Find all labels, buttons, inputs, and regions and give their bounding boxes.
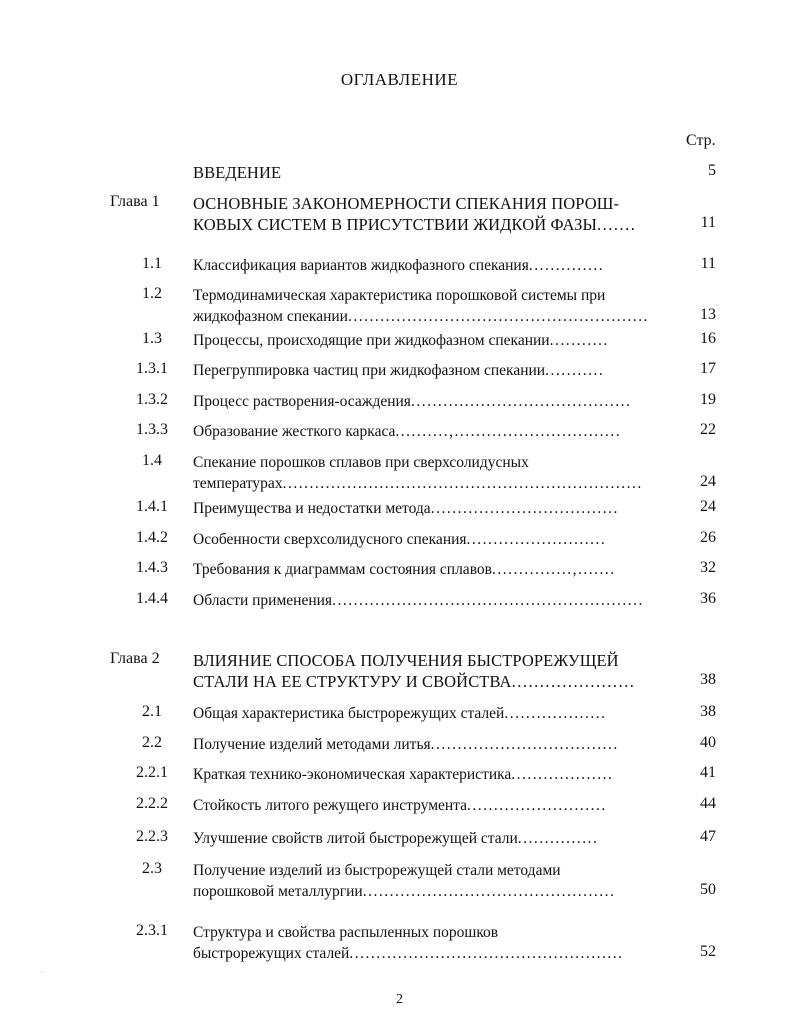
toc-entry-title	[193, 330, 673, 351]
toc-entry-page: 52	[700, 943, 716, 960]
page-title: ОГЛАВЛЕНИЕ	[340, 70, 459, 89]
toc-entry-title	[193, 529, 673, 550]
toc-entry-number: 1.1	[142, 255, 162, 272]
margin-mark: ·	[40, 968, 43, 977]
toc-entry-line-text: Общая характеристика быстрорежущих сталей	[193, 705, 505, 722]
toc-entry-page: 50	[700, 881, 716, 898]
toc-entry-line	[193, 162, 673, 183]
toc-entry-number: 1.3.3	[136, 421, 168, 438]
toc-entry-line	[193, 671, 673, 692]
toc-entry-leader: .......	[597, 215, 637, 234]
toc-entry-title	[193, 498, 673, 519]
toc-entry-page: 32	[700, 559, 716, 576]
toc-entry-line-text: Преимущества и недостатки метода	[193, 500, 431, 517]
toc-entry-number: Глава 2	[110, 650, 160, 667]
toc-entry-line-text: Процесс растворения-осаждения	[193, 393, 411, 410]
toc-entry-number: 2.3	[142, 860, 162, 877]
toc-entry-page: 40	[700, 734, 716, 751]
toc-entry-line-text: быстрорежущих сталей	[193, 945, 350, 962]
toc-entry-line-text: Улучшение свойств литой быстрорежущей стали	[193, 830, 518, 847]
toc-entry-leader: .........................................	[410, 393, 632, 410]
toc-entry-line	[193, 421, 673, 442]
toc-entry-line	[193, 795, 673, 816]
toc-entry-line	[193, 734, 673, 755]
toc-entry-number: 1.3.1	[136, 360, 168, 377]
toc-entry-title	[193, 285, 673, 327]
toc-entry-line	[193, 214, 673, 235]
toc-entry-title	[193, 590, 673, 611]
toc-entry-line-text: Образование жесткого каркаса	[193, 423, 396, 440]
toc-entry-title	[193, 703, 673, 724]
toc-entry-page: 16	[700, 330, 716, 347]
toc-entry-page: 5	[708, 162, 716, 179]
toc-entry-line	[193, 881, 673, 902]
toc-entry-page: 38	[700, 703, 716, 720]
toc-entry-title	[193, 860, 673, 902]
toc-entry-line	[193, 452, 673, 473]
toc-entry-line	[193, 529, 673, 550]
toc-entry-line	[193, 590, 673, 611]
toc-entry-number: 1.4.2	[136, 529, 168, 546]
toc-entry-line	[193, 473, 673, 494]
toc-entry-leader: ...........	[549, 332, 609, 349]
toc-entry-title	[193, 734, 673, 755]
toc-entry-page: 44	[700, 795, 716, 812]
toc-entry-line	[193, 498, 673, 519]
toc-entry-page: 17	[700, 360, 716, 377]
toc-entry-title	[193, 764, 673, 785]
toc-entry-page: 11	[700, 214, 716, 231]
toc-entry-leader: ...................................	[430, 736, 619, 753]
toc-entry-title	[193, 452, 673, 494]
toc-entry-page: 41	[700, 764, 716, 781]
toc-entry-line	[193, 285, 673, 306]
page-number: 2	[396, 992, 403, 1007]
toc-entry-line-text: температурах	[193, 475, 283, 492]
toc-entry-leader: ...............................................	[362, 883, 616, 900]
toc-entry-leader: ..........................	[467, 797, 607, 814]
toc-entry-title	[193, 391, 673, 412]
toc-entry-leader: ..............	[528, 257, 605, 274]
toc-entry-line	[193, 922, 673, 943]
toc-entry-number: Глава 1	[110, 193, 160, 210]
toc-entry-leader: ...................................	[430, 500, 619, 517]
toc-entry-number: 2.2.3	[136, 828, 168, 845]
toc-entry-number: 1.4.3	[136, 559, 168, 576]
toc-entry-title	[193, 255, 673, 276]
toc-entry-number: 1.4	[142, 452, 162, 469]
toc-entry-number: 1.3	[142, 330, 162, 347]
toc-entry-title	[193, 193, 673, 235]
toc-entry-title	[193, 360, 673, 381]
toc-entry-page: 11	[700, 255, 716, 272]
toc-entry-line-text: Области применения	[193, 592, 333, 609]
toc-entry-line-text: Перегруппировка частиц при жидкофазном спекании	[193, 362, 546, 379]
toc-entry-page: 36	[700, 590, 716, 607]
toc-entry-line-text: Требования к диаграммам состояния сплавов	[193, 561, 492, 578]
toc-entry-title	[193, 162, 673, 183]
toc-entry-leader: ...................................................	[349, 945, 624, 962]
toc-entry-line-text: жидкофазном спекании	[193, 308, 348, 325]
toc-entry-number: 2.2	[142, 734, 162, 751]
toc-entry-line-text: ВЛИЯНИЕ СПОСОБА ПОЛУЧЕНИЯ БЫСТРОРЕЖУЩЕЙ	[193, 651, 619, 670]
toc-entry-page: 13	[700, 306, 716, 323]
toc-entry-line-text: КОВЫХ СИСТЕМ В ПРИСУТСТВИИ ЖИДКОЙ ФАЗЫ	[193, 215, 598, 234]
toc-entry-number: 2.2.1	[136, 764, 168, 781]
toc-entry-leader: ...................	[504, 705, 607, 722]
toc-entry-line	[193, 330, 673, 351]
toc-entry-line	[193, 764, 673, 785]
toc-entry-leader: ...................................................................	[282, 475, 643, 492]
toc-entry-leader: ...................	[511, 766, 614, 783]
toc-entry-number: 1.4.4	[136, 590, 168, 607]
toc-entry-line-text: Стойкость литого режущего инструмента	[193, 797, 468, 814]
toc-entry-leader: ..........................	[466, 531, 607, 548]
toc-entry-page: 24	[700, 473, 716, 490]
toc-entry-line	[193, 193, 673, 214]
toc-entry-leader: ..........,...............................	[395, 423, 622, 440]
toc-entry-title	[193, 559, 673, 580]
toc-entry-line-text: Получение изделий из быстрорежущей стали методами	[193, 862, 561, 879]
toc-entry-number: 1.4.1	[136, 498, 168, 515]
toc-entry-number: 2.1	[142, 703, 162, 720]
toc-entry-page: 47	[700, 828, 716, 845]
toc-entry-page: 38	[700, 671, 716, 688]
toc-entry-number: 2.3.1	[136, 922, 168, 939]
toc-entry-line	[193, 860, 673, 881]
toc-entry-leader: ...........	[545, 362, 605, 379]
toc-entry-page: 22	[700, 421, 716, 438]
toc-entry-page: 24	[700, 498, 716, 515]
toc-entry-line-text: Структура и свойства распыленных порошков	[193, 924, 499, 941]
toc-entry-leader: ...............,.......	[491, 561, 616, 578]
toc-entry-title	[193, 828, 673, 849]
toc-entry-line	[193, 559, 673, 580]
page-column-label: Стр.	[686, 132, 716, 149]
toc-entry-line-text: Краткая технико-экономическая характеристика	[193, 766, 512, 783]
toc-entry-page: 26	[700, 529, 716, 546]
toc-entry-line-text: Получение изделий методами литья	[193, 736, 431, 753]
toc-entry-line	[193, 943, 673, 964]
toc-entry-line-text: Процессы, происходящие при жидкофазном спекании	[193, 332, 550, 349]
toc-entry-line	[193, 650, 673, 671]
toc-entry-line	[193, 306, 673, 327]
toc-entry-line	[193, 360, 673, 381]
toc-entry-line-text: Термодинамическая характеристика порошковой системы при	[193, 287, 606, 304]
toc-entry-leader: ...............	[517, 830, 599, 847]
toc-entry-leader: ..........................................................	[332, 592, 644, 609]
toc-entry-line	[193, 703, 673, 724]
toc-entry-leader: ......................	[511, 672, 636, 691]
toc-entry-title	[193, 650, 673, 692]
toc-entry-line-text: порошковой металлургии	[193, 883, 363, 900]
toc-entry-line-text: СТАЛИ НА ЕЕ СТРУКТУРУ И СВОЙСТВА	[193, 672, 512, 691]
toc-entry-page: 19	[700, 391, 716, 408]
toc-entry-line-text: Особенности сверхсолидусного спекания	[193, 531, 467, 548]
toc-entry-title	[193, 421, 673, 442]
toc-entry-number: 1.2	[142, 285, 162, 302]
toc-entry-line	[193, 255, 673, 276]
toc-entry-title	[193, 922, 673, 964]
toc-entry-number: 1.3.2	[136, 391, 168, 408]
toc-entry-line-text: Спекание порошков сплавов при сверхсолидусных	[193, 454, 529, 471]
toc-entry-line	[193, 828, 673, 849]
toc-entry-number: 2.2.2	[136, 795, 168, 812]
toc-entry-line	[193, 391, 673, 412]
toc-entry-title	[193, 795, 673, 816]
toc-entry-line-text: ОСНОВНЫЕ ЗАКОНОМЕРНОСТИ СПЕКАНИЯ ПОРОШ-	[193, 194, 620, 213]
toc-entry-line-text: Классификация вариантов жидкофазного спекания	[193, 257, 529, 274]
toc-entry-leader: ........................................................	[347, 308, 649, 325]
toc-entry-line-text: ВВЕДЕНИЕ	[193, 163, 282, 182]
